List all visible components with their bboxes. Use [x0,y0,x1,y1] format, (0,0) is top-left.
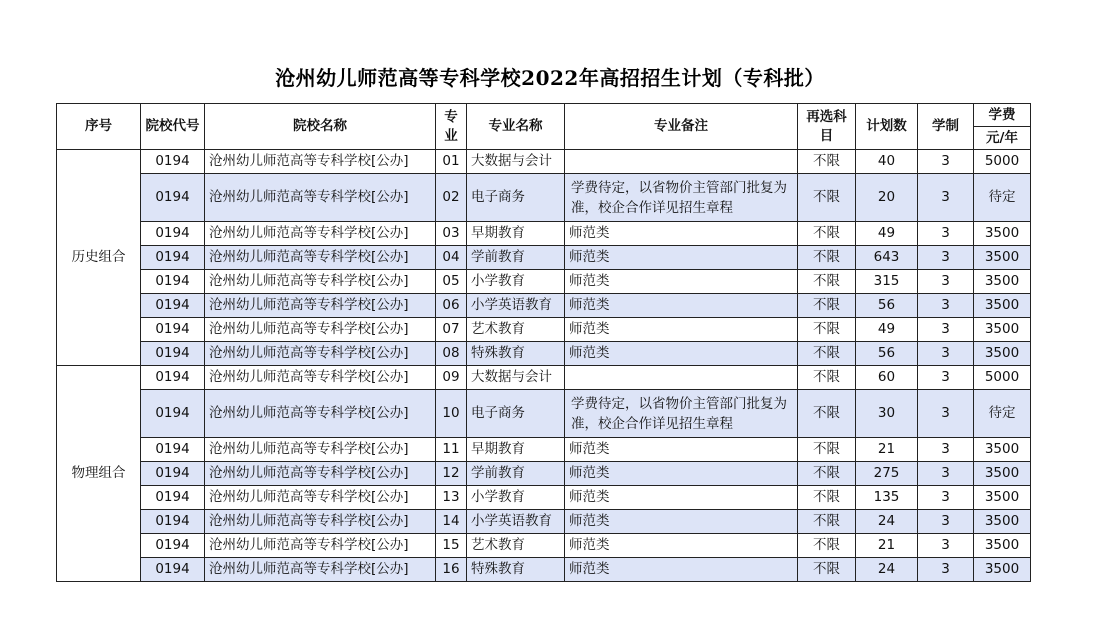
cell-note: 学费待定，以省物价主管部门批复为准，校企合作详见招生章程 [565,174,798,222]
cell-major-name: 艺术教育 [467,318,565,342]
cell-fee: 3500 [974,294,1031,318]
cell-note: 师范类 [565,318,798,342]
table-row [57,222,1031,246]
cell-subject: 不限 [798,438,856,462]
cell-code: 0194 [141,558,205,582]
cell-major-name: 小学英语教育 [467,294,565,318]
cell-school: 沧州幼儿师范高等专科学校[公办] [205,294,436,318]
cell-major-name: 大数据与会计 [467,366,565,390]
cell-major-name: 艺术教育 [467,534,565,558]
cell-years: 3 [918,462,974,486]
cell-years: 3 [918,534,974,558]
cell-plan: 24 [856,558,918,582]
cell-plan: 60 [856,366,918,390]
cell-school: 沧州幼儿师范高等专科学校[公办] [205,246,436,270]
cell-major-no: 12 [436,462,467,486]
cell-code: 0194 [141,462,205,486]
cell-code: 0194 [141,366,205,390]
cell-fee: 3500 [974,438,1031,462]
cell-code: 0194 [141,534,205,558]
cell-major-no: 03 [436,222,467,246]
cell-years: 3 [918,486,974,510]
cell-subject: 不限 [798,270,856,294]
cell-note: 师范类 [565,510,798,534]
cell-plan: 21 [856,534,918,558]
cell-plan: 643 [856,246,918,270]
cell-major-name: 早期教育 [467,222,565,246]
cell-plan: 49 [856,318,918,342]
cell-plan: 21 [856,438,918,462]
cell-fee: 待定 [974,174,1031,222]
cell-plan: 135 [856,486,918,510]
cell-plan: 24 [856,510,918,534]
cell-plan: 49 [856,222,918,246]
header-fee: 学费 [974,104,1031,127]
cell-school: 沧州幼儿师范高等专科学校[公办] [205,510,436,534]
cell-years: 3 [918,174,974,222]
cell-plan: 20 [856,174,918,222]
cell-code: 0194 [141,150,205,174]
cell-code: 0194 [141,390,205,438]
cell-school: 沧州幼儿师范高等专科学校[公办] [205,366,436,390]
cell-school: 沧州幼儿师范高等专科学校[公办] [205,558,436,582]
cell-major-no: 01 [436,150,467,174]
cell-major-no: 07 [436,318,467,342]
cell-note [565,150,798,174]
cell-major-name: 特殊教育 [467,558,565,582]
cell-school: 沧州幼儿师范高等专科学校[公办] [205,270,436,294]
cell-major-name: 电子商务 [467,174,565,222]
cell-major-no: 04 [436,246,467,270]
cell-note: 师范类 [565,294,798,318]
cell-plan: 40 [856,150,918,174]
table-row [57,318,1031,342]
cell-major-no: 10 [436,390,467,438]
cell-subject: 不限 [798,294,856,318]
cell-code: 0194 [141,222,205,246]
table-row [57,534,1031,558]
cell-major-name: 大数据与会计 [467,150,565,174]
header-code: 院校代号 [141,104,205,150]
cell-school: 沧州幼儿师范高等专科学校[公办] [205,318,436,342]
cell-major-name: 小学英语教育 [467,510,565,534]
cell-years: 3 [918,342,974,366]
cell-code: 0194 [141,318,205,342]
cell-years: 3 [918,366,974,390]
group-label: 历史组合 [57,150,141,366]
table-row [57,174,1031,222]
cell-years: 3 [918,150,974,174]
cell-code: 0194 [141,438,205,462]
cell-note: 师范类 [565,534,798,558]
header-plan: 计划数 [856,104,918,150]
cell-subject: 不限 [798,366,856,390]
cell-note: 师范类 [565,270,798,294]
cell-major-no: 08 [436,342,467,366]
cell-fee: 3500 [974,534,1031,558]
cell-major-no: 16 [436,558,467,582]
header-years: 学制 [918,104,974,150]
cell-code: 0194 [141,510,205,534]
table-row [57,438,1031,462]
cell-note: 师范类 [565,462,798,486]
cell-fee: 3500 [974,510,1031,534]
cell-fee: 3500 [974,558,1031,582]
cell-fee: 3500 [974,222,1031,246]
table-row [57,366,1031,390]
cell-note: 师范类 [565,486,798,510]
table-row [57,342,1031,366]
cell-years: 3 [918,390,974,438]
cell-note: 师范类 [565,246,798,270]
group-label: 物理组合 [57,366,141,582]
cell-note [565,366,798,390]
cell-major-no: 11 [436,438,467,462]
header-fee-unit: 元/年 [974,127,1031,150]
cell-fee: 待定 [974,390,1031,438]
header-major-name: 专业名称 [467,104,565,150]
table-row [57,390,1031,438]
cell-major-name: 电子商务 [467,390,565,438]
cell-note: 师范类 [565,438,798,462]
header-row [57,104,1031,127]
cell-subject: 不限 [798,390,856,438]
cell-note: 学费待定，以省物价主管部门批复为准，校企合作详见招生章程 [565,390,798,438]
cell-major-name: 特殊教育 [467,342,565,366]
cell-fee: 3500 [974,246,1031,270]
cell-school: 沧州幼儿师范高等专科学校[公办] [205,222,436,246]
cell-major-no: 02 [436,174,467,222]
cell-years: 3 [918,318,974,342]
cell-plan: 275 [856,462,918,486]
cell-major-no: 09 [436,366,467,390]
cell-major-no: 15 [436,534,467,558]
cell-fee: 3500 [974,318,1031,342]
cell-code: 0194 [141,294,205,318]
cell-major-no: 13 [436,486,467,510]
cell-code: 0194 [141,270,205,294]
page-title: 沧州幼儿师范高等专科学校2022年高招招生计划（专科批） [275,66,825,90]
cell-years: 3 [918,510,974,534]
cell-fee: 3500 [974,486,1031,510]
cell-school: 沧州幼儿师范高等专科学校[公办] [205,174,436,222]
cell-school: 沧州幼儿师范高等专科学校[公办] [205,438,436,462]
table-row [57,270,1031,294]
header-seq: 序号 [57,104,141,150]
cell-years: 3 [918,558,974,582]
cell-subject: 不限 [798,462,856,486]
cell-subject: 不限 [798,558,856,582]
cell-subject: 不限 [798,246,856,270]
cell-code: 0194 [141,246,205,270]
cell-plan: 30 [856,390,918,438]
cell-years: 3 [918,438,974,462]
cell-subject: 不限 [798,174,856,222]
cell-major-name: 小学教育 [467,270,565,294]
cell-code: 0194 [141,174,205,222]
cell-plan: 56 [856,294,918,318]
cell-school: 沧州幼儿师范高等专科学校[公办] [205,150,436,174]
cell-major-name: 早期教育 [467,438,565,462]
cell-subject: 不限 [798,486,856,510]
table-row [57,246,1031,270]
cell-code: 0194 [141,342,205,366]
table-body [57,150,1031,582]
cell-school: 沧州幼儿师范高等专科学校[公办] [205,486,436,510]
cell-major-name: 学前教育 [467,462,565,486]
cell-subject: 不限 [798,222,856,246]
table-row [57,150,1031,174]
cell-years: 3 [918,246,974,270]
table-row [57,486,1031,510]
cell-years: 3 [918,222,974,246]
cell-fee: 3500 [974,270,1031,294]
cell-major-name: 学前教育 [467,246,565,270]
cell-years: 3 [918,270,974,294]
cell-school: 沧州幼儿师范高等专科学校[公办] [205,390,436,438]
cell-school: 沧州幼儿师范高等专科学校[公办] [205,534,436,558]
cell-code: 0194 [141,486,205,510]
cell-subject: 不限 [798,342,856,366]
cell-fee: 5000 [974,150,1031,174]
cell-subject: 不限 [798,318,856,342]
cell-major-no: 14 [436,510,467,534]
cell-subject: 不限 [798,150,856,174]
header-school: 院校名称 [205,104,436,150]
cell-plan: 315 [856,270,918,294]
cell-major-no: 05 [436,270,467,294]
header-note: 专业备注 [565,104,798,150]
table-row [57,510,1031,534]
cell-fee: 3500 [974,342,1031,366]
header-subject: 再选科目 [798,104,856,150]
cell-school: 沧州幼儿师范高等专科学校[公办] [205,342,436,366]
enrollment-plan-table [56,103,1031,582]
cell-fee: 5000 [974,366,1031,390]
cell-note: 师范类 [565,558,798,582]
cell-plan: 56 [856,342,918,366]
cell-years: 3 [918,294,974,318]
cell-fee: 3500 [974,462,1031,486]
header-major-no: 专业 [436,104,467,150]
cell-note: 师范类 [565,342,798,366]
cell-school: 沧州幼儿师范高等专科学校[公办] [205,462,436,486]
cell-subject: 不限 [798,534,856,558]
cell-major-no: 06 [436,294,467,318]
cell-subject: 不限 [798,510,856,534]
table-row [57,558,1031,582]
cell-major-name: 小学教育 [467,486,565,510]
cell-note: 师范类 [565,222,798,246]
table-row [57,294,1031,318]
table-row [57,462,1031,486]
